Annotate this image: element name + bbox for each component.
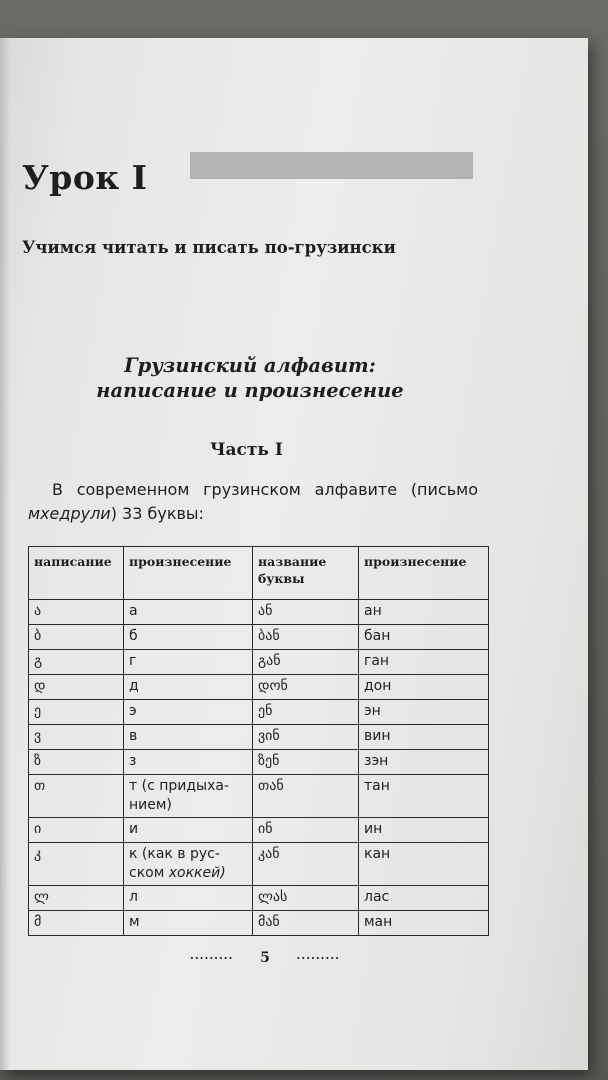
letter-sound: м [124,911,253,936]
lesson-subtitle: Учимся читать и писать по-грузински [22,238,396,257]
letter-name-sound: зэн [359,750,489,775]
letter-sound: д [124,675,253,700]
letter-sound [124,843,253,886]
table-row [29,700,489,725]
section-heading-line2: написание и произнесение [96,379,404,402]
page-spine-shadow [0,38,10,1070]
letter-sound-line1: к (как в рус- [129,846,220,862]
letter-name-sound: ман [359,911,489,936]
table-row [29,911,489,936]
letter-name-sound: ин [359,818,489,843]
table-row [29,725,489,750]
letter-name: კან [253,843,359,886]
letter-sound: а [124,600,253,625]
table-row [29,775,489,818]
table-row [29,818,489,843]
title-decorative-bar [190,152,473,179]
table-row [29,625,489,650]
letter-name: ბან [253,625,359,650]
georgian-letter: ა [29,600,124,625]
letter-sound: э [124,700,253,725]
letter-name: თან [253,775,359,818]
georgian-letter: ი [29,818,124,843]
page-number: 5 [260,950,270,966]
alphabet-table [28,546,489,936]
section-heading-line1: Грузинский алфавит: [124,354,376,377]
intro-rest: ) 33 буквы: [110,504,204,523]
part-heading: Часть I [210,440,283,460]
georgian-letter: თ [29,775,124,818]
letter-name: დონ [253,675,359,700]
section-heading [0,353,500,403]
intro-word: грузинском [203,480,301,499]
letter-sound-line2: нием) [129,797,172,813]
letter-name: ვინ [253,725,359,750]
letter-sound-example: хоккей) [168,865,226,881]
georgian-letter: დ [29,675,124,700]
intro-italic-term: мхедрули [28,504,111,523]
letter-sound: и [124,818,253,843]
georgian-letter: ლ [29,886,124,911]
book-page [0,38,588,1070]
header-name-pronunciation: произнесение [359,547,489,600]
intro-word: (письмо [410,480,478,499]
header-writing: написание [29,547,124,600]
header-pronunciation: произнесение [124,547,253,600]
table-header-row [29,547,489,600]
table-row [29,650,489,675]
footer-dots-left: ········· [190,951,234,965]
intro-paragraph [28,478,478,526]
georgian-letter: კ [29,843,124,886]
letter-name: ან [253,600,359,625]
lesson-title: Урок I [22,158,148,197]
footer-dots-right: ········· [296,951,340,965]
letter-name-sound: дон [359,675,489,700]
letter-name-sound: эн [359,700,489,725]
letter-name: ენ [253,700,359,725]
page-footer [190,950,340,966]
letter-sound-line2: ском [129,865,165,881]
intro-line-2 [28,502,478,526]
letter-name: მან [253,911,359,936]
letter-name-sound: ан [359,600,489,625]
georgian-letter: ბ [29,625,124,650]
georgian-letter: გ [29,650,124,675]
letter-name-sound: ган [359,650,489,675]
table-row [29,886,489,911]
letter-sound: з [124,750,253,775]
letter-name-sound: лас [359,886,489,911]
georgian-letter: ვ [29,725,124,750]
letter-sound [124,775,253,818]
letter-name: გან [253,650,359,675]
letter-sound: г [124,650,253,675]
letter-name-sound: вин [359,725,489,750]
intro-word: алфавите [314,480,398,499]
letter-name-sound: бан [359,625,489,650]
table-row [29,750,489,775]
table-row [29,843,489,886]
letter-name-sound: тан [359,775,489,818]
intro-line-1 [28,478,478,502]
letter-sound-line1: т (с придыха- [129,778,230,794]
georgian-letter: ზ [29,750,124,775]
letter-name: ლას [253,886,359,911]
letter-name-sound: кан [359,843,489,886]
header-letter-name: название буквы [253,547,359,600]
georgian-letter: მ [29,911,124,936]
table-row [29,675,489,700]
letter-sound: л [124,886,253,911]
letter-sound: в [124,725,253,750]
letter-sound: б [124,625,253,650]
letter-name: ინ [253,818,359,843]
letter-name: ზენ [253,750,359,775]
table-row [29,600,489,625]
intro-word: В [52,480,63,499]
georgian-letter: ე [29,700,124,725]
intro-word: современном [76,480,190,499]
